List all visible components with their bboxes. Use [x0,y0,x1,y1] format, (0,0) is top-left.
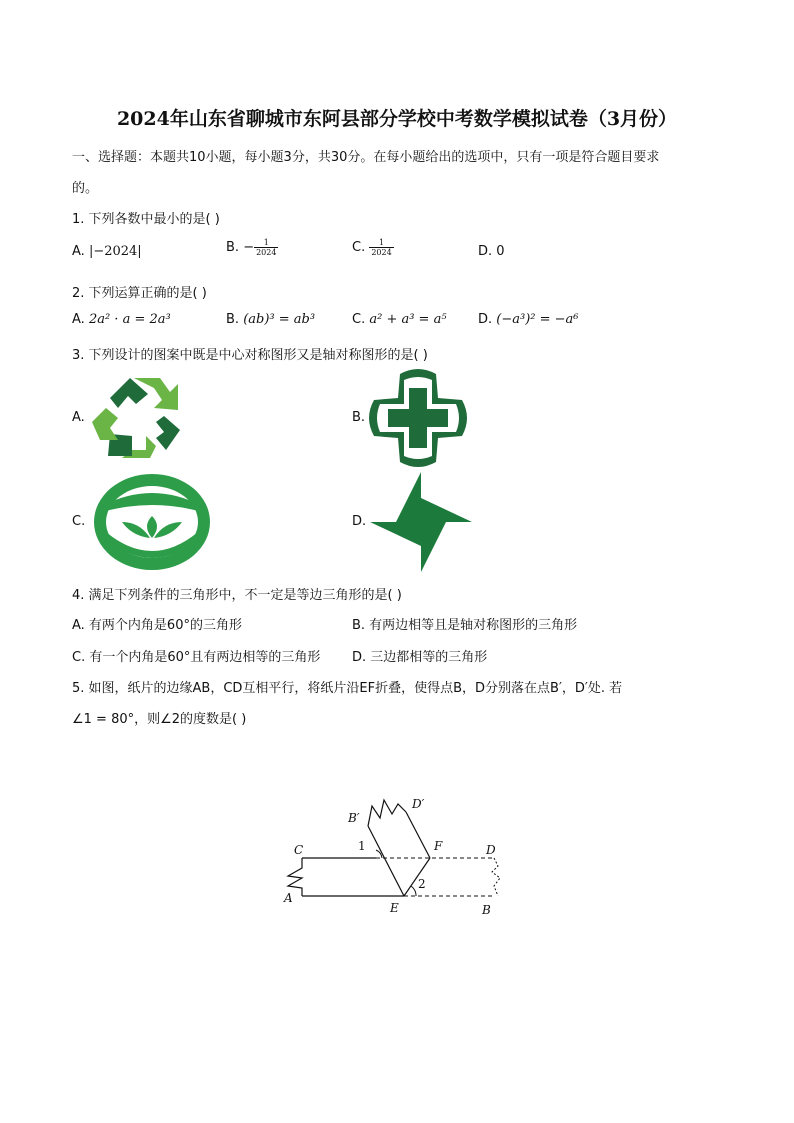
q4-option-a: A. 有两个内角是60°的三角形 [72,618,242,633]
q2-option-c-label: C. [352,312,370,327]
q4-option-b: B. 有两边相等且是轴对称图形的三角形 [352,618,578,633]
question-5-stem: 5. 如图，纸片的边缘AB，CD互相平行，将纸片沿EF折叠，使得点B，D分别落在点B′，D′处. 若 [72,681,623,696]
q1-option-b-label: B. [226,240,244,255]
page-title: 2024年山东省聊城市东阿县部分学校中考数学模拟试卷（3月份） [116,108,678,130]
label-E: E [390,901,399,915]
q2-option-a [72,312,171,327]
q1-option-c-fraction [369,238,393,257]
question-5-stem-continued: ∠1 = 80°，则∠2的度数是( ) [72,712,247,727]
q1-option-c [352,238,394,257]
section-header-continued: 的。 [72,181,99,196]
question-4-stem: 4. 满足下列条件的三角形中，不一定是等边三角形的是( ) [72,588,402,603]
q1-option-d-value: 0 [496,244,505,259]
q1-option-d-label: D. [478,244,497,259]
green-cross-icon [368,368,468,468]
q2-option-d-label: D. [478,312,497,327]
q1-option-a-label: A. [72,244,89,259]
fraction-denominator: 2024 [256,248,277,257]
q1-option-c-label: C. [352,240,370,255]
pinwheel-icon [368,470,474,574]
q4-option-d: D. 三边都相等的三角形 [352,650,488,665]
q3-option-b-label: B. [352,410,366,425]
q2-option-a-label: A. [72,312,89,327]
fraction-denominator: 2024 [371,248,392,257]
label-D: D [486,843,496,857]
q2-option-c [352,312,447,327]
q1-option-a [72,244,142,259]
q2-option-d [478,312,579,327]
folding-diagram [280,790,520,920]
label-D-prime: D′ [412,797,425,811]
fraction-numerator: 1 [254,238,278,248]
label-B: B [482,903,491,917]
fraction-numerator: 1 [369,238,393,248]
question-2-stem: 2. 下列运算正确的是( ) [72,286,207,301]
label-A: A [284,891,293,905]
q1-option-b-sign: − [243,240,255,255]
q3-option-d-label: D. [352,514,367,529]
q3-option-a-label: A. [72,410,85,425]
green-food-logo-icon [92,472,212,572]
q2-option-b-expr: (ab)³ = ab³ [243,312,316,327]
label-C: C [294,843,304,857]
q3-option-c-label: C. [72,514,86,529]
label-B-prime: B′ [348,811,360,825]
q2-option-a-expr: 2a² · a = 2a³ [88,312,171,327]
section-header: 一、选择题：本题共10小题，每小题3分，共30分。在每小题给出的选项中，只有一项是符合题目要求 [72,150,660,165]
q1-option-a-value: |−2024| [88,244,142,259]
q1-option-b [226,238,278,257]
label-angle-1: 1 [358,839,366,853]
q2-option-d-expr: (−a³)² = −a⁶ [496,312,579,327]
label-F: F [434,839,443,853]
recycle-symbol-icon [90,374,186,462]
q2-option-b-label: B. [226,312,244,327]
question-3-stem: 3. 下列设计的图案中既是中心对称图形又是轴对称图形的是( ) [72,348,428,363]
q1-option-b-fraction [254,238,278,257]
q4-option-c: C. 有一个内角是60°且有两边相等的三角形 [72,650,321,665]
q2-option-b [226,312,315,327]
q2-option-c-expr: a² + a³ = a⁵ [369,312,447,327]
label-angle-2: 2 [418,877,426,891]
question-1-stem: 1. 下列各数中最小的是( ) [72,212,220,227]
q1-option-d [478,244,505,259]
